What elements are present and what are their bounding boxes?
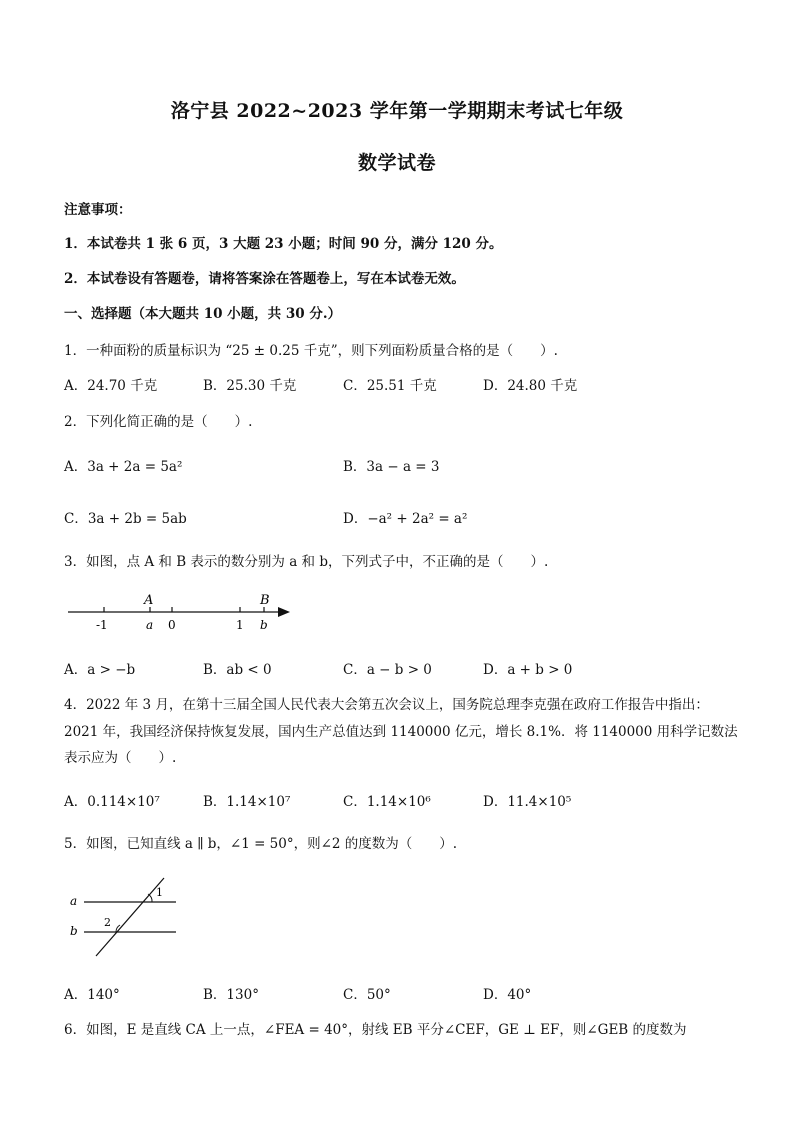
question-3-option-a: A．a > −b xyxy=(64,662,136,678)
question-5-option-a: A．140° xyxy=(64,987,120,1003)
number-line-arrow xyxy=(278,607,290,617)
point-a-label: A xyxy=(144,593,154,608)
question-2-option-c: C．3a + 2b = 5ab xyxy=(64,511,187,527)
number-line-figure xyxy=(64,590,304,635)
question-6-stem: 6．如图，E 是直线 CA 上一点，∠FEA = 40°，射线 EB 平分∠CEF，GE ⊥ EF，则∠GEB 的度数为 xyxy=(64,1022,687,1038)
question-4-stem-line-3: 表示应为（ ）. xyxy=(64,750,177,766)
question-1-option-d: D．24.80 千克 xyxy=(483,378,578,394)
question-3-option-d: D．a + b > 0 xyxy=(483,662,573,678)
notice-item-2: 2．本试卷设有答题卷，请将答案涂在答题卷上，写在本试卷无效。 xyxy=(64,271,465,287)
angle-1-label: 1 xyxy=(156,886,163,899)
tick-label-zero: 0 xyxy=(168,618,176,632)
question-3-option-b: B．ab < 0 xyxy=(203,662,272,678)
question-3-stem: 3．如图，点 A 和 B 表示的数分别为 a 和 b，下列式子中，不正确的是（ ）. xyxy=(64,554,549,570)
line-a-label: a xyxy=(70,894,78,908)
point-b-label: B xyxy=(260,593,270,608)
question-1-option-b: B．25.30 千克 xyxy=(203,378,297,394)
notice-heading: 注意事项： xyxy=(64,202,132,218)
tick-label-b: b xyxy=(260,618,268,632)
question-4-option-c: C．1.14×10⁶ xyxy=(343,794,431,810)
question-2-option-d: D．−a² + 2a² = a² xyxy=(343,511,468,527)
question-5-stem: 5．如图，已知直线 a ∥ b，∠1 = 50°，则∠2 的度数为（ ）. xyxy=(64,836,458,852)
question-2-option-a: A．3a + 2a = 5a² xyxy=(64,459,183,475)
exam-title: 洛宁县 2022~2023 学年第一学期期末考试七年级 xyxy=(170,100,624,122)
question-5-option-d: D．40° xyxy=(483,987,532,1003)
tick-label-one: 1 xyxy=(236,618,244,632)
question-5-option-c: C．50° xyxy=(343,987,391,1003)
question-4-stem-line-1: 4．2022 年 3 月，在第十三届全国人民代表大会第五次会议上，国务院总理李克强在政府工作报告中指出： xyxy=(64,697,709,713)
notice-item-1: 1．本试卷共 1 张 6 页，3 大题 23 小题；时间 90 分，满分 120 分。 xyxy=(64,236,503,252)
question-1-option-a: A．24.70 千克 xyxy=(64,378,158,394)
question-5-option-b: B．130° xyxy=(203,987,259,1003)
parallel-lines-figure xyxy=(68,870,188,960)
question-4-option-d: D．11.4×10⁵ xyxy=(483,794,572,810)
line-b-label: b xyxy=(70,924,78,938)
question-4-option-b: B．1.14×10⁷ xyxy=(203,794,291,810)
question-1-option-c: C．25.51 千克 xyxy=(343,378,437,394)
angle-2-label: 2 xyxy=(104,916,111,929)
question-3-option-c: C．a − b > 0 xyxy=(343,662,432,678)
tick-label-a: a xyxy=(146,618,154,632)
question-2-option-b: B．3a − a = 3 xyxy=(343,459,440,475)
question-2-stem: 2．下列化简正确的是（ ）. xyxy=(64,414,253,430)
question-4-option-a: A．0.114×10⁷ xyxy=(64,794,160,810)
tick-label-minus-one: -1 xyxy=(96,618,108,632)
question-1-stem: 1．一种面粉的质量标识为 “25 ± 0.25 千克”，则下列面粉质量合格的是（ ）. xyxy=(64,343,558,359)
question-4-stem-line-2: 2021 年，我国经济保持恢复发展，国内生产总值达到 1140000 亿元，增长 8.1%．将 1140000 用科学记数法 xyxy=(64,724,738,740)
section-1-heading: 一、选择题（本大题共 10 小题，共 30 分.） xyxy=(64,306,342,322)
exam-subtitle: 数学试卷 xyxy=(357,152,436,174)
